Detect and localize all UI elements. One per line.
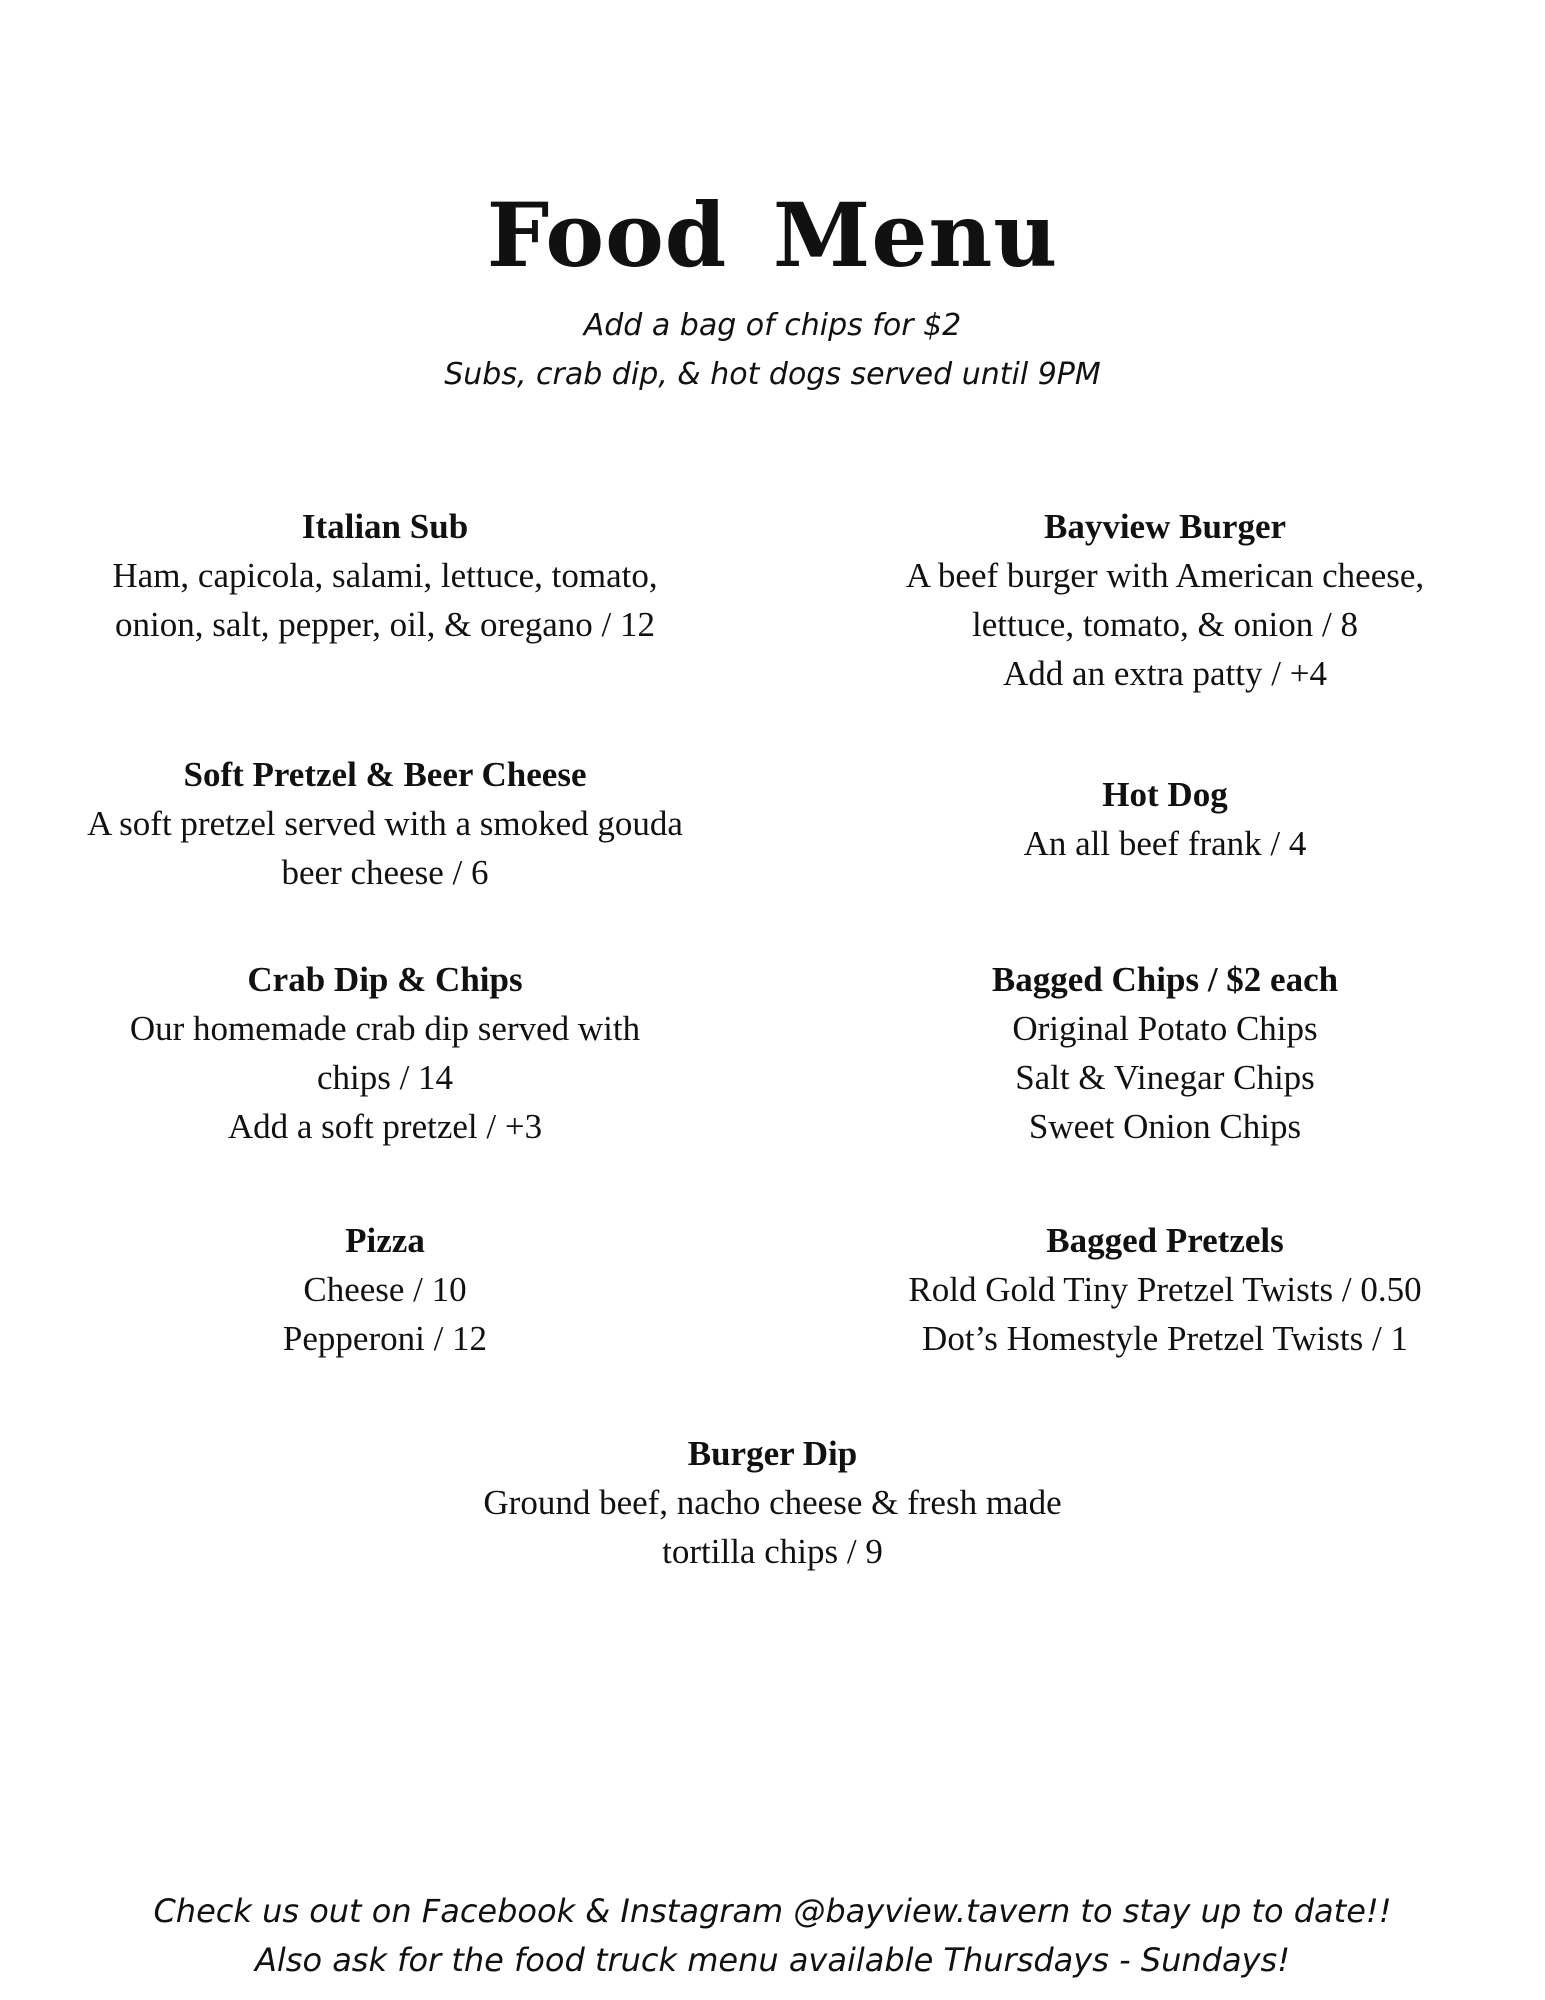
menu-item-option: Original Potato Chips [1012,1009,1318,1048]
menu-item-name: Italian Sub [301,507,469,546]
menu-item-option: Sweet Onion Chips [1028,1107,1302,1146]
menu-item-crab-dip [20,955,750,1151]
menu-item-hot-dog [800,770,1530,868]
menu-item-name: Soft Pretzel & Beer Cheese [183,755,587,794]
menu-item-name: Hot Dog [1102,775,1228,814]
subtitle-serving-hours: Subs, crab dip, & hot dogs served until 9PM [444,357,1101,392]
menu-item-option: Dot’s Homestyle Pretzel Twists / 1 [922,1319,1408,1358]
menu-item-bagged-pretzels [800,1216,1530,1363]
menu-item-description: An all beef frank / 4 [1023,824,1307,863]
menu-item-addon: Add a soft pretzel / +3 [227,1107,543,1146]
page-title: Food Menu [486,183,1059,287]
menu-item-option: Salt & Vinegar Chips [1015,1058,1315,1097]
menu-item-name: Bagged Chips / $2 each [991,960,1339,999]
menu-item-description: Our homemade crab dip served with [129,1009,641,1048]
menu-item-addon: Add an extra patty / +4 [1003,654,1327,693]
menu-item-name: Pizza [345,1221,425,1260]
menu-item-description: beer cheese / 6 [281,853,489,892]
menu-item-description: Ham, capicola, salami, lettuce, tomato, [112,556,658,595]
subtitle-chips-addon: Add a bag of chips for $2 [583,308,962,343]
menu-item-italian-sub [20,502,750,649]
menu-item-description: A beef burger with American cheese, [905,556,1425,595]
menu-item-description: A soft pretzel served with a smoked gouda [87,804,683,843]
footer-social-line: Check us out on Facebook & Instagram @bayview.tavern to stay up to date!! [153,1892,1392,1930]
menu-item-name: Crab Dip & Chips [247,960,523,999]
menu-item-bayview-burger [800,502,1530,698]
menu-item-name: Bayview Burger [1043,507,1287,546]
footer-food-truck-line: Also ask for the food truck menu available Thursdays - Sundays! [254,1941,1291,1979]
menu-item-option: Pepperoni / 12 [282,1319,488,1358]
menu-item-bagged-chips [800,955,1530,1151]
menu-item-description: tortilla chips / 9 [662,1532,883,1571]
menu-item-burger-dip [300,1429,1245,1576]
menu-item-description: onion, salt, pepper, oil, & oregano / 12 [114,605,656,644]
menu-item-pizza [20,1216,750,1363]
menu-item-option: Cheese / 10 [303,1270,467,1309]
menu-item-description: chips / 14 [316,1058,454,1097]
menu-item-option: Rold Gold Tiny Pretzel Twists / 0.50 [908,1270,1422,1309]
menu-item-description: lettuce, tomato, & onion / 8 [972,605,1358,644]
menu-item-description: Ground beef, nacho cheese & fresh made [483,1483,1062,1522]
menu-item-soft-pretzel [20,750,750,897]
menu-item-name: Bagged Pretzels [1046,1221,1284,1260]
menu-item-name: Burger Dip [687,1434,858,1473]
